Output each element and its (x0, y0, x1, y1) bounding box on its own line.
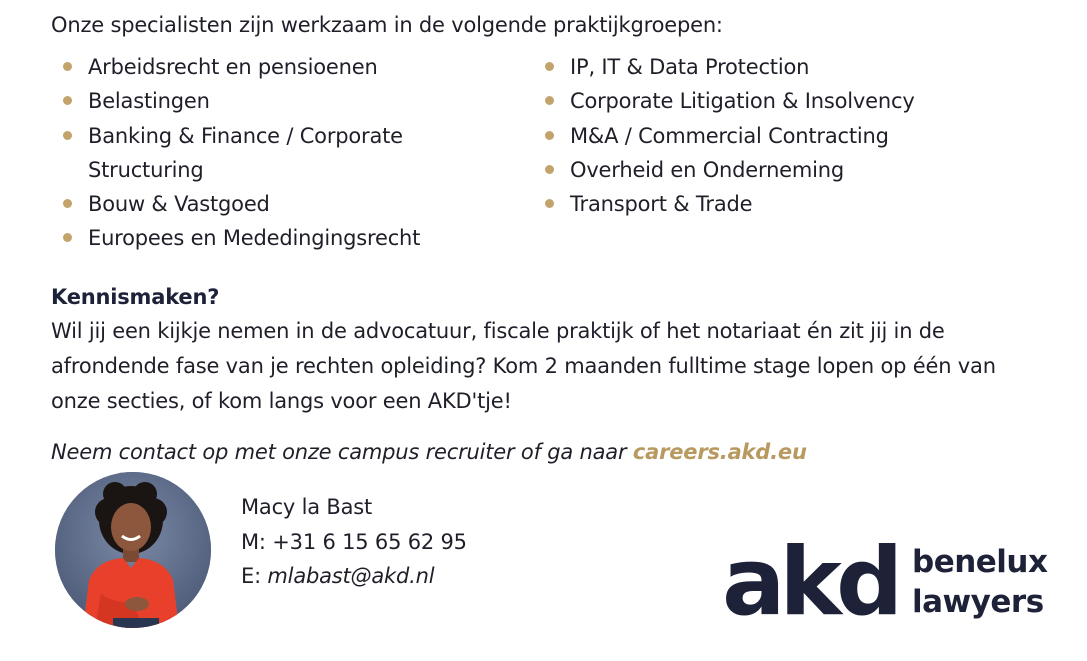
bullet-icon (545, 96, 554, 105)
practice-groups-right-list (533, 50, 1003, 256)
section-body: Wil jij een kijkje nemen in de advocatuur, fiscale praktijk of het notariaat én zit jij in de afrondende fase van je rechten opleiding? Kom 2 maanden fulltime stage lopen op één van onze secties, of kom langs voor een AKD'tje! (51, 319, 996, 413)
bullet-icon (63, 199, 72, 208)
bullet-icon (545, 62, 554, 71)
list-item: Transport & Trade (533, 187, 1003, 221)
contact-line (51, 436, 807, 468)
practice-groups-left-list (51, 50, 533, 256)
bullet-icon (63, 96, 72, 105)
bullet-icon (63, 233, 72, 242)
list-item: Europees en Mededingingsrecht (51, 221, 468, 255)
bullet-icon (63, 131, 72, 140)
recruiter-details (241, 490, 467, 594)
intro-text: Onze specialisten zijn werkzaam in de volgende praktijkgroepen: (51, 13, 723, 37)
list-item: Banking & Finance / Corporate Structuring (51, 119, 468, 188)
logo-line-2: lawyers (912, 584, 1044, 620)
list-item: Overheid en Onderneming (533, 153, 1003, 187)
bullet-icon (545, 199, 554, 208)
page (51, 0, 1061, 661)
contact-text: Neem contact op met onze campus recruiter of ga naar (51, 440, 633, 464)
recruiter-name: Macy la Bast (241, 495, 373, 519)
practice-groups (51, 50, 1011, 256)
section-title: Kennismaken? (51, 285, 220, 309)
bullet-icon (545, 131, 554, 140)
logo-line-1: benelux (912, 544, 1048, 580)
avatar (55, 472, 211, 628)
bullet-icon (545, 165, 554, 174)
list-item: IP, IT & Data Protection (533, 50, 1003, 84)
list-item: Bouw & Vastgoed (51, 187, 468, 221)
careers-link[interactable]: careers.akd.eu (632, 440, 807, 464)
akd-logo (722, 528, 1052, 624)
recruiter-email: E: mlabast@akd.nl (241, 564, 435, 588)
bullet-icon (63, 62, 72, 71)
list-item: M&A / Commercial Contracting (533, 119, 1003, 153)
logo-mark: akd (722, 528, 898, 624)
recruiter-phone: M: +31 6 15 65 62 95 (241, 529, 467, 554)
recruiter-photo (55, 472, 211, 628)
list-item: Belastingen (51, 84, 468, 118)
list-item: Corporate Litigation & Insolvency (533, 84, 1003, 118)
list-item: Arbeidsrecht en pensioenen (51, 50, 468, 84)
